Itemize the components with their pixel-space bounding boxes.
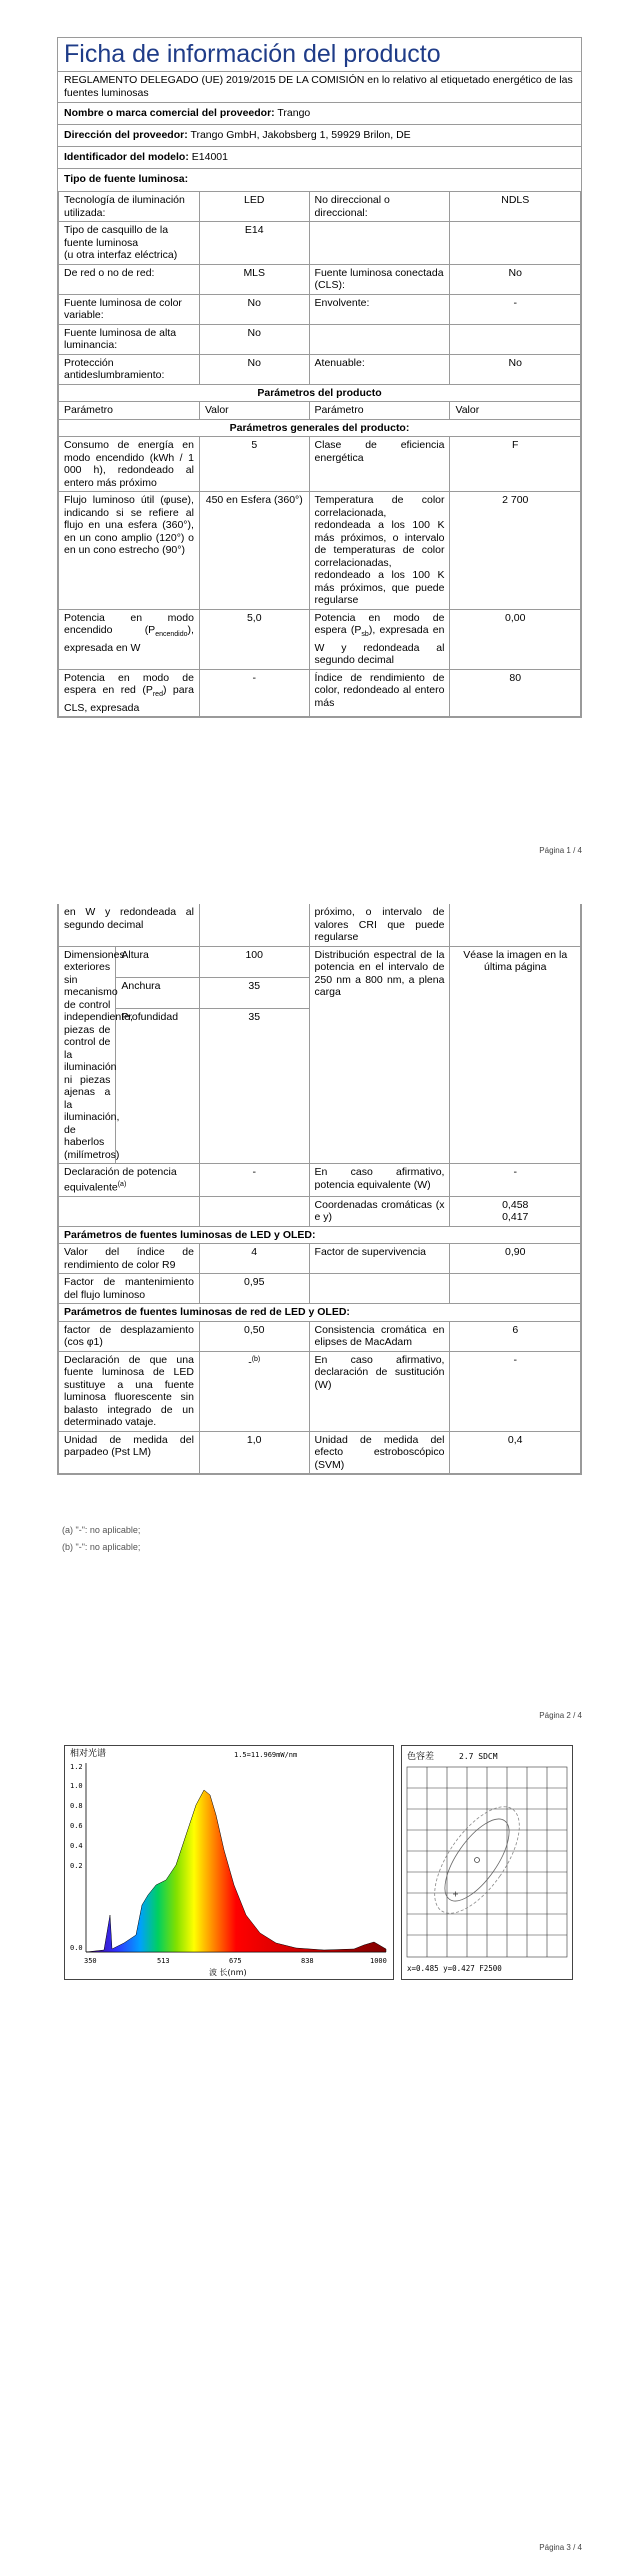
table-row <box>59 1226 581 1244</box>
col-header-param: Parámetro <box>59 402 200 420</box>
dim-depth-label: Profundidad <box>116 1009 200 1164</box>
table-row <box>59 384 581 402</box>
product-table <box>58 191 581 717</box>
y-tick-label: 1.0 <box>70 1782 83 1790</box>
cell-value: - <box>450 1351 581 1431</box>
cell-label: En caso afirmativo, declaración de sustitución (W) <box>309 1351 450 1431</box>
spectrum-xlabel: 波 长(nm) <box>209 1968 247 1977</box>
general-params-header: Parámetros generales del producto: <box>59 419 581 437</box>
cell-value: 0,50 <box>199 1321 309 1351</box>
cell-label: Consumo de energía en modo encendido (kWh / 1 000 h), redondeado al entero más próximo <box>59 437 200 492</box>
cie-sdcm: 2.7 SDCM <box>459 1752 498 1761</box>
value-part: - <box>248 1356 252 1368</box>
cell-label: Flujo luminoso útil (φuse), indicando si se refiere al flujo en una esfera (360°), en un cono amplio (120°) o en un cono estrecho (90°) <box>59 492 200 610</box>
table-row <box>59 419 581 437</box>
col-header-value: Valor <box>450 402 581 420</box>
dim-height-label: Altura <box>116 946 200 977</box>
y-tick-label: 0.6 <box>70 1822 83 1830</box>
cell-value: 5 <box>199 437 309 492</box>
cell-label <box>59 1164 200 1197</box>
page-number: Página 2 / 4 <box>539 1711 582 1720</box>
cell-label: Fuente luminosa de alta luminancia: <box>59 324 200 354</box>
supplier-row <box>58 103 581 125</box>
page-number: Página 1 / 4 <box>539 846 582 855</box>
cell-label <box>59 669 200 717</box>
y-tick-label: 1.2 <box>70 1763 83 1771</box>
cell-label: Índice de rendimiento de color, redondeado al entero más <box>309 669 450 717</box>
label-subscript: red <box>152 691 163 699</box>
cell-label: Unidad de medida del parpadeo (Pst LM) <box>59 1431 200 1474</box>
cell-value: 0,90 <box>450 1244 581 1274</box>
cell-value <box>450 1196 581 1226</box>
cell-empty <box>309 1274 450 1304</box>
cie-title: 色容差 <box>407 1752 435 1762</box>
table-row <box>59 669 581 717</box>
cell-value: - <box>450 294 581 324</box>
cell-label: No direccional o direccional: <box>309 192 450 222</box>
cell-label <box>309 609 450 669</box>
table-row <box>59 354 581 384</box>
cell-label: próximo, o intervalo de valores CRI que puede regularse <box>309 904 450 946</box>
cie-footer: x=0.485 y=0.427 F2500 <box>407 1964 502 1973</box>
cap-label-note: (u otra interfaz eléctrica) <box>64 249 178 261</box>
cell-value: No <box>199 354 309 384</box>
table-row <box>59 264 581 294</box>
led-params-header: Parámetros de fuentes luminosas de LED y OLED: <box>59 1226 581 1244</box>
page-number: Página 3 / 4 <box>539 2543 582 2552</box>
cell-empty <box>450 1274 581 1304</box>
dim-depth-value: 35 <box>199 1009 309 1164</box>
col-header-param: Parámetro <box>309 402 450 420</box>
label-subscript: sb <box>361 631 369 639</box>
table-row <box>59 492 581 610</box>
cell-label <box>59 609 200 669</box>
product-sheet-frame-continued <box>57 904 582 1475</box>
cell-label: Valor del índice de rendimiento de color R9 <box>59 1244 200 1274</box>
cell-label: Factor de mantenimiento del flujo luminoso <box>59 1274 200 1304</box>
cell-value: No <box>450 354 581 384</box>
table-row <box>59 437 581 492</box>
cell-empty <box>309 324 450 354</box>
cell-label: Fuente luminosa de color variable: <box>59 294 200 324</box>
x-tick-label: 350 <box>84 1957 97 1965</box>
address-row <box>58 125 581 147</box>
label-part: Potencia en modo encendido (P <box>64 611 194 636</box>
product-params-header: Parámetros del producto <box>59 384 581 402</box>
model-label: Identificador del modelo: <box>64 151 189 163</box>
cell-value: 0,95 <box>199 1274 309 1304</box>
cell-label: Coordenadas cromáticas (x e y) <box>309 1196 450 1226</box>
spd-value: Véase la imagen en la última página <box>450 946 581 1164</box>
table-row <box>59 1274 581 1304</box>
table-row <box>59 294 581 324</box>
cell-label: Temperatura de color correlacionada, redondeada a los 100 K más próximos, o intervalo de temperaturas de color correlacionadas, redondeado a los 100 K más próximos, que puede regularse <box>309 492 450 610</box>
cell-label: Clase de eficiencia energética <box>309 437 450 492</box>
cell-label <box>59 222 200 265</box>
cell-value: - <box>450 1164 581 1197</box>
cell-value: No <box>199 324 309 354</box>
x-tick-label: 513 <box>157 1957 170 1965</box>
cell-label: Envolvente: <box>309 294 450 324</box>
light-source-type-header: Tipo de fuente luminosa: <box>64 173 189 185</box>
cell-empty <box>199 1196 309 1226</box>
table-row <box>59 1244 581 1274</box>
table-row <box>59 1351 581 1431</box>
cell-value: 6 <box>450 1321 581 1351</box>
cell-value: 5,0 <box>199 609 309 669</box>
spd-label: Distribución espectral de la potencia en el intervalo de 250 nm a 800 nm, a plena carga <box>309 946 450 1164</box>
footnote-a: (a) "-": no aplicable; <box>62 1525 141 1535</box>
cell-value: 2 700 <box>450 492 581 610</box>
dimensions-label: Dimensiones exteriores sin mecanismo de control independiente, piezas de control de la iluminación ni piezas ajenas a la iluminación, de haberlos (milímetros) <box>59 946 116 1164</box>
cell-label: en W y redondeada al segundo decimal <box>59 904 200 946</box>
cell-label: Fuente luminosa conectada (CLS): <box>309 264 450 294</box>
label-subscript: encendido <box>155 631 188 639</box>
dim-height-value: 100 <box>199 946 309 977</box>
cell-value: 4 <box>199 1244 309 1274</box>
product-table-continued <box>58 904 581 1474</box>
footnote-b: (b) "-": no aplicable; <box>62 1542 141 1552</box>
cell-empty <box>309 222 450 265</box>
table-row <box>59 1164 581 1197</box>
cell-empty <box>450 222 581 265</box>
label-superscript: (a) <box>117 1180 127 1188</box>
cell-value: - <box>199 669 309 717</box>
cell-empty <box>450 324 581 354</box>
label-part: ) para CLS, expresada <box>64 684 194 714</box>
label-part: Potencia en modo de espera en red (P <box>64 671 194 697</box>
dim-width-value: 35 <box>199 977 309 1008</box>
cell-label: En caso afirmativo, potencia equivalente (W) <box>309 1164 450 1197</box>
spectrum-chart <box>64 1745 394 1980</box>
label-part: ), expresada en W y redondeada al segundo decimal <box>314 624 445 667</box>
supplier-label: Nombre o marca comercial del proveedor: <box>64 107 275 119</box>
cell-label: factor de desplazamiento (cos φ1) <box>59 1321 200 1351</box>
label-part: Potencia en modo de espera (P <box>314 611 445 636</box>
cell-label: Protección antideslumbramiento: <box>59 354 200 384</box>
y-tick-label: 0.2 <box>70 1862 83 1870</box>
cell-value: 80 <box>450 669 581 717</box>
cell-value: No <box>199 294 309 324</box>
cell-value: MLS <box>199 264 309 294</box>
model-row <box>58 147 581 169</box>
table-row <box>59 402 581 420</box>
x-coordinate: 0,458 <box>502 1198 529 1211</box>
cell-label: Factor de supervivencia <box>309 1244 450 1274</box>
y-tick-label: 0.8 <box>70 1802 83 1810</box>
table-row <box>59 904 581 946</box>
x-tick-label: 1000 <box>370 1957 387 1965</box>
supplier-value: Trango <box>277 107 311 119</box>
cell-value: NDLS <box>450 192 581 222</box>
x-tick-label: 675 <box>229 1957 242 1965</box>
cell-value: LED <box>199 192 309 222</box>
address-label: Dirección del proveedor: <box>64 129 188 141</box>
cell-empty <box>199 904 309 946</box>
address-value: Trango GmbH, Jakobsberg 1, 59929 Brilon, DE <box>190 129 411 141</box>
dim-width-label: Anchura <box>116 977 200 1008</box>
led-mains-params-header: Parámetros de fuentes luminosas de red de LED y OLED: <box>59 1304 581 1322</box>
value-superscript: (b) <box>251 1355 261 1363</box>
y-tick-label: 0.4 <box>70 1842 83 1850</box>
y-coordinate: 0,417 <box>502 1211 529 1223</box>
cell-value: 1,0 <box>199 1431 309 1474</box>
table-row <box>59 192 581 222</box>
cap-label: Tipo de casquillo de la fuente luminosa <box>64 224 169 249</box>
cell-value: No <box>450 264 581 294</box>
cell-label: Consistencia cromática en elipses de MacAdam <box>309 1321 450 1351</box>
cell-label: Tecnología de iluminación utilizada: <box>59 192 200 222</box>
cell-label: Unidad de medida del efecto estroboscópico (SVM) <box>309 1431 450 1474</box>
color-tolerance-chart <box>401 1745 573 1980</box>
cell-value: 0,00 <box>450 609 581 669</box>
cell-value: E14 <box>199 222 309 265</box>
x-tick-label: 838 <box>301 1957 314 1965</box>
y-tick-label: 0.0 <box>70 1944 83 1952</box>
label-part: ), expresada en W <box>64 624 194 654</box>
table-row <box>59 946 581 977</box>
label-part: Declaración de potencia equivalente <box>64 1166 177 1193</box>
table-row <box>59 324 581 354</box>
cell-empty <box>450 904 581 946</box>
cell-label: De red o no de red: <box>59 264 200 294</box>
table-row <box>59 609 581 669</box>
cell-empty <box>59 1196 200 1226</box>
product-sheet-frame <box>57 37 582 718</box>
spectrum-note: 1.5=11.969mW/nm <box>234 1751 298 1759</box>
cell-label: Atenuable: <box>309 354 450 384</box>
cell-value <box>199 1351 309 1431</box>
spectrum-title: 相对光谱 <box>70 1749 107 1759</box>
cell-value: 450 en Esfera (360°) <box>199 492 309 610</box>
table-row <box>59 1321 581 1351</box>
table-row <box>59 1431 581 1474</box>
cell-label: Declaración de que una fuente luminosa de LED sustituye a una fuente luminosa fluorescente sin balasto integrado de un determinado vataje. <box>59 1351 200 1431</box>
cell-value: F <box>450 437 581 492</box>
cell-value: - <box>199 1164 309 1197</box>
col-header-value: Valor <box>199 402 309 420</box>
regulation-text: REGLAMENTO DELEGADO (UE) 2019/2015 DE LA COMISIÓN en lo relativo al etiquetado energético de las fuentes luminosas <box>58 72 581 103</box>
table-row <box>59 1196 581 1226</box>
table-row <box>59 222 581 265</box>
cell-value: 0,4 <box>450 1431 581 1474</box>
model-value: E14001 <box>191 151 228 163</box>
document-title: Ficha de información del producto <box>58 38 581 72</box>
table-row <box>59 1304 581 1322</box>
